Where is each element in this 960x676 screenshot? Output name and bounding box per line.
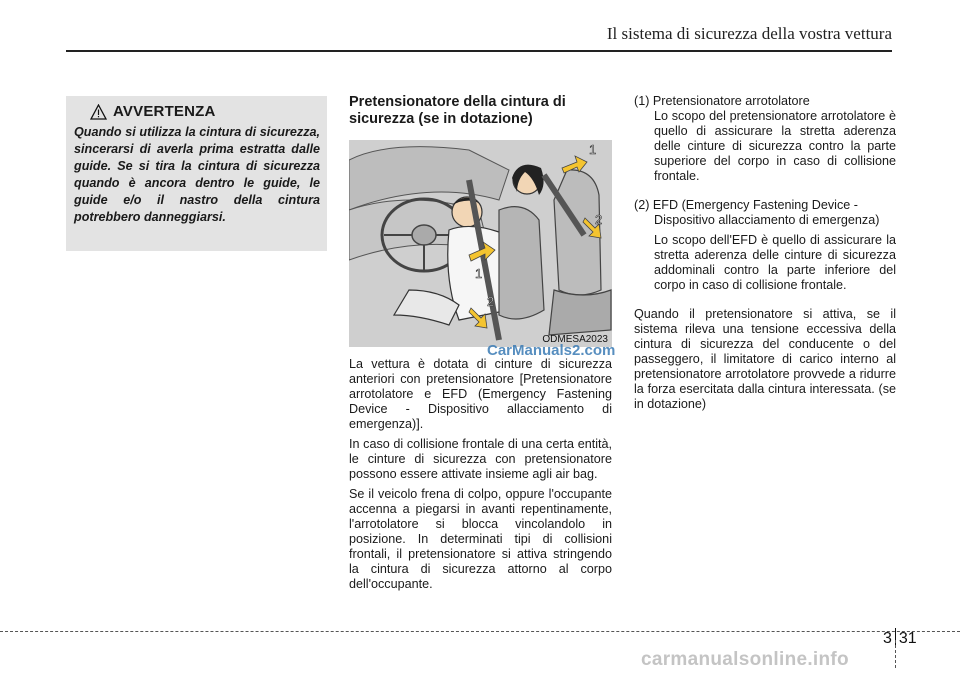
closing-paragraph: Quando il pretensionatore si attiva, se il sistema rileva una tensione eccessiva della cintura di sicurezza del conducente o del passeggero, il limitatore di carico interno al pretensionatore arrotolatore provvede a ridurre la forza esercitata dalla cintura interessata. (se in dotazione) [634,307,896,411]
footer-rule [0,631,960,632]
warning-triangle-icon [90,104,107,120]
label-1-passenger: 1 [589,142,597,157]
seat-belt-illustration [349,140,612,347]
item-1-body: Lo scopo del pretensionatore arrotolatore è quello di assicurare la stretta aderenza delle cinture di sicurezza contro la parte superiore del corpo in caso di collisione frontale. [654,109,896,183]
item-2-heading: (2) EFD (Emergency Fastening Device - [634,198,858,212]
car-interior-drawing [349,140,612,347]
paragraph-2: In caso di collisione frontale di una certa entità, le cinture di sicurezza con pretensionatore possono essere attivate insieme agli air bag. [349,437,612,481]
paragraph-1: La vettura è dotata di cinture di sicurezza anteriori con pretensionatore [Pretensionatore arrotolatore e EFD (Emergency Fastening Device - Dispositivo allacciamento di emergenza)]. [349,357,612,431]
paragraph-3: Se il veicolo frena di colpo, oppure l'occupante accenna a piegarsi in avanti repentinamente, l'arrotolatore si blocca vincolandolo in posizione. In determinati tipi di collisioni frontali, il pretensionatore si attiva stringendo la cintura di sicurezza attorno al corpo dell'occupante. [349,487,612,591]
page-number [883,628,917,648]
label-2-driver: 2 [487,294,495,309]
item-1-heading: (1) Pretensionatore arrotolatore [634,94,810,108]
item-2-heading-cont: Dispositivo allacciamento di emergenza) [654,213,880,227]
image-code: ODMESA2023 [542,334,608,345]
item-2-body: Lo scopo dell'EFD è quello di assicurare la stretta aderenza delle cinture di sicurezza addominali contro la parte inferiore del corpo in caso di collisione frontale. [654,233,896,292]
details-column [634,94,896,417]
warning-header [90,103,320,120]
footer-watermark: carmanualsonline.info [641,649,849,670]
pretensioner-section [349,94,616,597]
warning-box [66,96,327,251]
page-header-title: Il sistema di sicurezza della vostra vettura [606,24,892,43]
page-number-value: 31 [898,630,917,647]
section-title: Pretensionatore della cintura di sicurezza (se in dotazione) [349,94,566,127]
header-rule [66,50,892,52]
warning-title: AVVERTENZA [113,103,216,120]
label-1-driver: 1 [475,266,483,281]
chapter-number: 3 [883,630,892,647]
label-2-passenger: 2 [595,212,603,227]
warning-text: Quando si utilizza la cintura di sicurezza, sincerarsi di averla prima estratta dalle guide. Se si tira la cintura di sicurezza quando è ancora dentro le guide, le guide e/o il nastro della cintura potrebbero danneggiarsi. [74,125,320,224]
side-dash [895,640,896,668]
site-watermark: CarManuals2.com [487,342,616,359]
